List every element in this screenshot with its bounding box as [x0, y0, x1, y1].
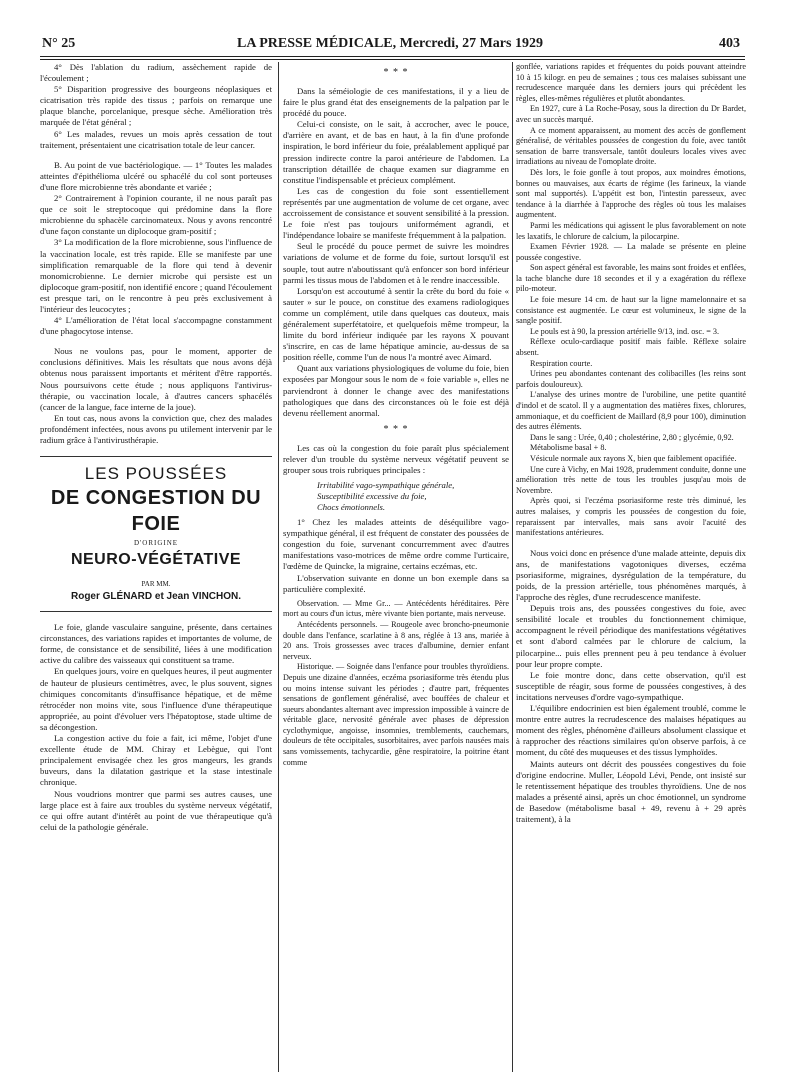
header-rule	[40, 56, 745, 57]
paragraph: 1° Chez les malades atteints de déséquilibre vago-sympathique général, il est fréquent de constater des poussées de congestion du foie, survenant concurremment avec d'autres manifestations vaso-motrices de même ordre comme l'urticaire, l'œdème de Quincke, la migraine, certains eczémas, etc.	[283, 517, 509, 572]
paragraph: La congestion active du foie a fait, ici même, l'objet d'une excellente étude de MM. Chiray et Lebègue, qui l'ont principalement envisagée chez les gros mangeurs, les grands buveurs, dans la dilatation gastrique et la stase intestinale chronique.	[40, 733, 272, 788]
article-authors: Roger GLÉNARD et Jean VINCHON.	[70, 591, 242, 603]
paragraph: Quant aux variations physiologiques de volume du foie, bien exposées par Mongour sous le nom de « foie variable », elles ne parviendront à donner le change avec des manifestations pathologiques que dans des circonstances où le foie est déjà devenu réellement anormal.	[283, 363, 509, 418]
list-item: Susceptibilité excessive du foie,	[317, 491, 427, 502]
observation-paragraph: Parmi les médications qui agissent le plus favorablement on note les laxatifs, le chlorure de calcium, la pilocarpine.	[516, 220, 746, 241]
paragraph: 6° Les malades, revues un mois après cessation de tout traitement, présentaient une cicatrisation totale de leur cancer.	[40, 128, 272, 150]
section-separator: * * *	[383, 423, 409, 435]
rubric-list	[283, 480, 509, 513]
observation-paragraph: L'analyse des urines montre de l'urobiline, une petite quantité d'indol et de scatol. Il y a augmentation des matières fixes, chlorures, ammoniaque, et du coefficient de Maillard (8,9 pour 100), diminution des autres éléments.	[516, 390, 746, 432]
article-title-line-4: NEURO-VÉGÉTATIVE	[70, 551, 242, 569]
observation-paragraph: Le foie mesure 14 cm. de haut sur la ligne mamelonnaire et sa consistance est augmentée. Le cœur est volumineux, le signe de la sangle positif.	[516, 295, 746, 326]
observation-paragraph: Vésicule normale aux rayons X, bien que faiblement opacifiée.	[530, 453, 737, 463]
paragraph: 2° Contrairement à l'opinion courante, il ne nous paraît pas que ce soit le streptocoque qui prédomine dans la flore microbienne du sphacèle carcinomateux. Nous y avons rencontré d'une façon constante un diplocoque gram-positif ;	[40, 193, 272, 237]
column-3	[516, 62, 746, 1072]
paragraph: 4° Dès l'ablation du radium, assèchement rapide de l'écoulement ;	[40, 62, 272, 84]
article-title-block	[40, 456, 272, 612]
paragraph: En tout cas, nous avons la conviction que, chez des malades profondément infectées, nous avons pu utilement intervenir par le radium grâce à l'antivirusthérapie.	[40, 412, 272, 445]
paragraph: Seul le procédé du pouce permet de suivre les moindres variations de volume et de forme du foie, surtout lorsqu'il est souple, tout autre n'aboutissant qu'à enfoncer son bord inférieur parmi les tissus mous de l'abdomen et à le rendre inaccessible.	[283, 241, 509, 285]
paragraph: Les cas où la congestion du foie paraît plus spécialement relever d'un trouble du système nerveux végétatif peuvent se grouper sous trois rubriques principales :	[283, 442, 509, 475]
paragraph: 3° La modification de la flore microbienne, sous l'influence de la vaccination locale, est très rapide. Elle se manifeste par une simplification remarquable de la flore qui tend à devenir monomicrobienne. Le dernier microbe qui persiste est un diplocoque gram-positif, non identifié encore ; quand l'écoulement est presque tari, on le rencontre à peu près exclusivement à l'intérieur des leucocytes ;	[40, 237, 272, 314]
observation-paragraph: Urines peu abondantes contenant des colibacilles (les reins sont parfois douloureux).	[516, 369, 746, 389]
paragraph: Depuis trois ans, des poussées congestives du foie, avec sensibilité locale et troubles du fonctionnement chimique, accompagnent le réveil périodique des manifestations végétatives et sont d'abord calmées par le chlorure de calcium, la pilocarpine... puis elles prennent peu à peu tendance à évoluer pour leur propre compte.	[516, 603, 746, 669]
issue-number: N° 25	[42, 36, 76, 51]
observation-paragraph: Son aspect général est favorable, les mains sont froides et enflées, la tache blanche dure 18 secondes et il y a exagération du réflexe pilo-moteur.	[516, 263, 746, 294]
column-divider-2	[512, 62, 513, 1072]
article-byline-label: PAR MM.	[141, 580, 171, 589]
header-rule-2	[40, 59, 745, 60]
article-title-line-1: LES POUSSÉES	[84, 464, 228, 484]
paragraph: 5° Disparition progressive des bourgeons néoplasiques et cicatrisation très rapide des tissus ; parfois on remarque une plaque blanche, porcelanique, presque sèche. Amélioration très marquée de l'état général ;	[40, 84, 272, 128]
observation-paragraph: Antécédents personnels. — Rougeole avec broncho-pneumonie double dans l'enfance, scarlatine à 8 ans, réglée à 13 ans, mariée à 20 ans. Trois grossesses avec traces d'albumine, dernier enfant nerveux.	[283, 619, 509, 661]
paragraph: Le foie, glande vasculaire sanguine, présente, dans certaines circonstances, des variations rapides et importantes de volume, de forme, de consistance et de sensibilité, liées à une modification active du calibre des vaisseaux qui constituent sa trame.	[40, 622, 272, 666]
paragraph: Nous voudrions montrer que parmi ses autres causes, une large place est à faire aux troubles du système nerveux végétatif, ce qui offre autant d'intérêt au point de vue thérapeutique qu'à celui de la pathologie générale.	[40, 788, 272, 832]
paragraph: Le foie montre donc, dans cette observation, qu'il est susceptible de réagir, sous forme de poussées congestives, à des incitations nerveuses d'ordre vago-sympathique.	[516, 669, 746, 702]
observation-paragraph: gonflée, variations rapides et fréquentes du poids pouvant atteindre 10 à 15 kilogr. en peu de semaines ; tous ces malaises subissant une recrudescence marquée dans les derniers jours qui précèdent les règles, elles-mêmes régulières et plutôt abondantes.	[516, 62, 746, 103]
observation-paragraph: Respiration courte.	[530, 358, 593, 368]
observation-paragraph: Réflexe oculo-cardiaque positif mais faible. Réflexe solaire absent.	[516, 337, 746, 358]
list-item: Chocs émotionnels.	[317, 502, 386, 513]
paragraph: Nous ne voulons pas, pour le moment, apporter de conclusions définitives. Mais les résultats que nous avons déjà obtenus nous paraissent importants et méritent d'être rapportés. Nous poursuivons cette étude ; nous appliquons l'antivirus-thérapie, ou vaccination locale, à d'autres cancers sphacélés (cancer de la langue, face interne de la joue).	[40, 346, 272, 412]
observation-paragraph: Dans le sang : Urée, 0,40 ; cholestérine, 2,80 ; glycémie, 0,92.	[530, 432, 734, 442]
paragraph: Dans la séméiologie de ces manifestations, il y a lieu de faire le plus grand état des enseignements de la palpation par le procédé du pouce.	[283, 86, 509, 119]
observation-paragraph: A ce moment apparaissent, au moment des accès de gonflement généralisé, de véritables poussées de congestion du foie, avec tantôt sensation de barre transversale, tantôt douleurs locales vives avec irradiations au niveau de l'omoplate droite.	[516, 125, 746, 167]
paragraph: En quelques jours, voire en quelques heures, il peut augmenter de hauteur de plusieurs centimètres, avec, le plus souvent, signes chimiques concomitants d'insuffisance hépatique, et de même rétrocéder non moins vite, sous l'influence d'une thérapeutique appropriée, au point d'évoluer vers l'hépatoptose, stade ultime de sa décongestion.	[40, 666, 272, 732]
observation-paragraph: Examen Février 1928. — La malade se présente en pleine poussée congestive.	[516, 242, 746, 262]
page-header	[40, 36, 740, 56]
observation-paragraph: En 1927, cure à La Roche-Posay, sous la direction du Dr Bardet, avec un succès marqué.	[516, 104, 746, 124]
observation-paragraph: Métabolisme basal + 8.	[530, 443, 607, 453]
observation-paragraph: Historique. — Soignée dans l'enfance pour troubles thyroïdiens. Depuis une dizaine d'années, eczéma psoriasiforme très étendu plus ou moins intense suivant les périodes ; d'autre part, fréquentes sensations de gonflement généralisé, avec bouffées de chaleur et sueurs abondantes alternant avec impression impossible à vaincre de véritable glace, nervosité générale avec phases de dépression cyclothymique, angoisse, insomnies, tremblements, cauchemars, douleurs de tête occipitales, susorbitaires, avec parfois nausées mais sans vomissements, tachycardie, gêne respiratoire, la poitrine étant comme	[283, 662, 509, 767]
observation-paragraph: Après quoi, si l'eczéma psoriasiforme reste très diminué, les autres malaises, y compris les poussées de congestion du foie, reparaissent par intervalles, mais sans avoir l'acuité des manifestations antérieures.	[516, 496, 746, 538]
observation-paragraph: Dès lors, le foie gonfle à tout propos, aux moindres émotions, bonnes ou mauvaises, aux écarts de régime (les farineux, la viande sont mal supportés). L'appétit est bon, l'intestin paresseux, avec tendance à la diarrhée à l'approche des règles où tous les malaises augmentent.	[516, 167, 746, 220]
paragraph: L'observation suivante en donne un bon exemple dans sa particulière complexité.	[283, 572, 509, 594]
column-2	[283, 62, 509, 1072]
column-divider-1	[278, 62, 279, 1072]
column-1	[40, 62, 272, 1072]
paragraph: L'équilibre endocrinien est bien également troublé, comme le montre entre autres la recrudescence des malaises hépatiques au moment des règles, phénomène d'ailleurs absolument classique et à rapprocher des réactions similaires qu'on observe parfois, à ce moment, du côté des muqueuses et des tissus lymphoïdes.	[516, 703, 746, 758]
article-title-line-2: DE CONGESTION DU FOIE	[50, 487, 262, 536]
paragraph: Maints auteurs ont décrit des poussées congestives du foie d'origine endocrine. Muller, Léopold Lévi, Pende, ont insisté sur le retentissement hépatique des troubles thyroïdiens. Une de nos malades a présenté ainsi, après un choc émotionnel, un syndrome de Basedow (métabolisme basal + 49, revenu à + 29 après traitement), à la	[516, 758, 746, 824]
observation-paragraph: Le pouls est à 90, la pression artérielle 9/13, ind. osc. = 3.	[530, 326, 720, 336]
journal-title: LA PRESSE MÉDICALE, Mercredi, 27 Mars 1929	[237, 36, 543, 51]
paragraph: B. Au point de vue bactériologique. — 1° Toutes les malades atteintes d'épithélioma ulcéré ou sphacélé du col sont porteuses d'une flore microbienne très abondante et variée ;	[40, 159, 272, 192]
section-separator: * * *	[383, 67, 409, 78]
list-item: Irritabilité vago-sympathique générale,	[317, 480, 455, 491]
paragraph: 4° L'amélioration de l'état local s'accompagne constamment d'une phagocytose intense.	[40, 315, 272, 337]
article-title-line-3: D'ORIGINE	[133, 539, 179, 548]
paragraph: Celui-ci consiste, on le sait, à accrocher, avec le pouce, d'arrière en avant, et de bas en haut, à la fin d'une profonde inspiration, le bord inférieur du foie, préalablement appliqué par pression indirecte contre la paroi antérieure de l'abdomen. La transcription détaillée de chaque examen sur diagramme en constitue l'indispensable et précieux complément.	[283, 119, 509, 185]
paragraph: Lorsqu'on est accoutumé à sentir la crête du bord du foie « sauter » sur le pouce, on constitue des examens radiologiques comme un complément, utile dans quelques cas douteux, mais généralement superfétatoire, et quelquefois même trompeur, la limite du bord inférieur indiquée par les rayons X pouvant s'inscrire, en cas de lame hépatique amincie, au-dessus de sa position réelle, comme l'un de nous l'a montré avec Aimard.	[283, 285, 509, 363]
observation-paragraph: Observation. — Mme Gr... — Antécédents héréditaires. Père mort au cours d'un ictus, mère vivante bien portante, mais nerveuse.	[283, 598, 509, 619]
paragraph: Nous voici donc en présence d'une malade atteinte, depuis dix ans, de manifestations vagotoniques diverses, eczéma psoriasiforme, migraines, dysrégulation de la température, du poids, de la pression artérielle, tous phénomènes marqués, à l'approche des règles, d'une recrudescence manifeste.	[516, 547, 746, 603]
page-number: 403	[719, 36, 740, 51]
observation-paragraph: Une cure à Vichy, en Mai 1928, prudemment conduite, donne une amélioration très nette de tous les troubles jusqu'au mois de Novembre.	[516, 464, 746, 495]
paragraph: Les cas de congestion du foie sont essentiellement représentés par une augmentation de volume de cet organe, avec accroissement de consistance et souvent sensibilité à la pression. Le foie n'est pas toujours uniformément agrandi, et l'indépendance lobaire se manifeste fréquemment à la palpation.	[283, 185, 509, 241]
